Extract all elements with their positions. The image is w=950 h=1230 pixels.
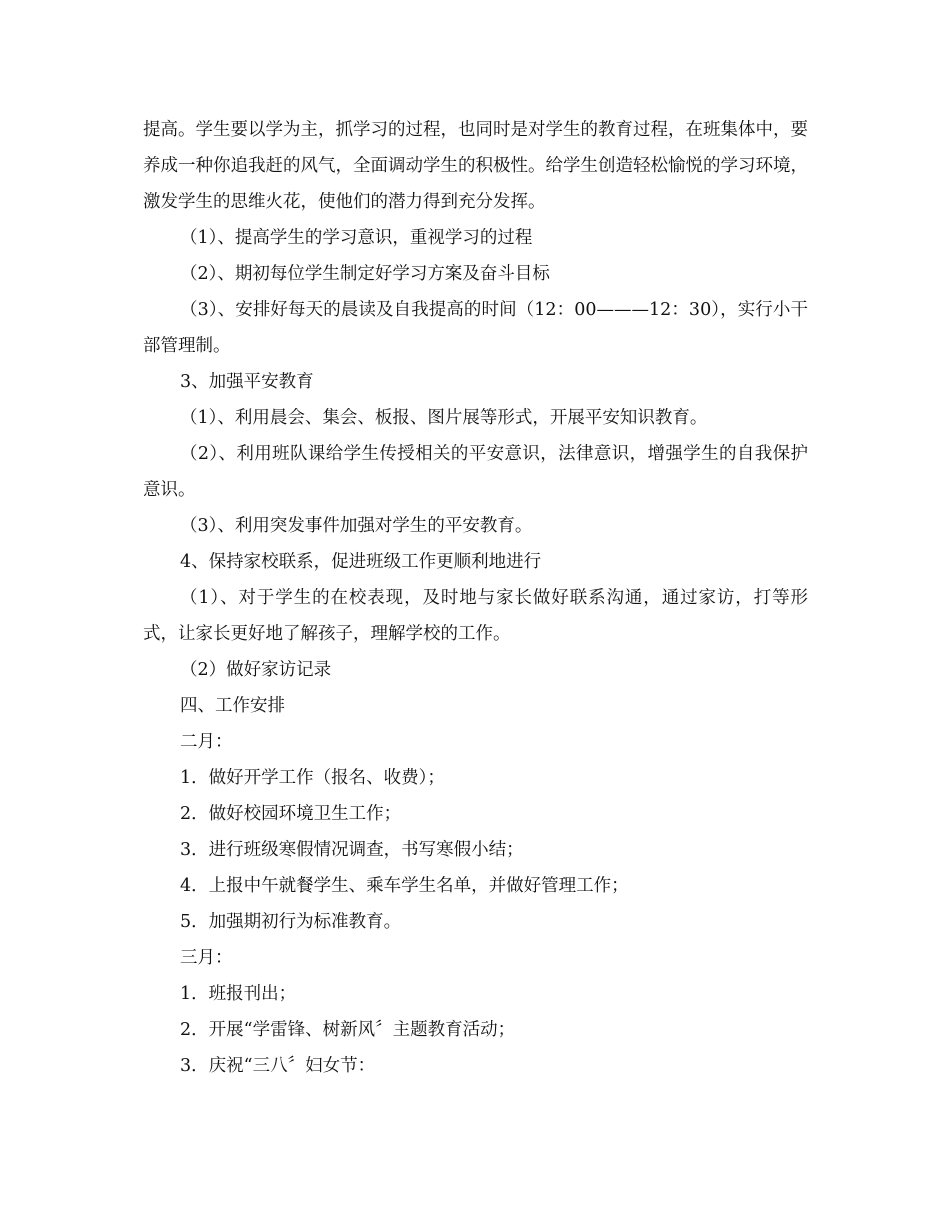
list-item: 3．庆祝“三八〞妇女节： — [180, 1056, 376, 1076]
section-heading: 3、加强平安教育 — [180, 372, 314, 392]
month-heading: 三月： — [180, 948, 233, 968]
list-item: 3．进行班级寒假情况调查，书写寒假小结； — [180, 840, 524, 860]
list-item: 4．上报中午就餐学生、乘车学生名单，并做好管理工作； — [180, 876, 629, 896]
paragraph-study-intro: 提高。学生要以学为主，抓学习的过程，也同时是对学生的教育过程，在班集体中，要养成一种你追我赶的风气，全面调动学生的积极性。给学生创造轻松愉悦的学习环境，激发学生的思维火花，使他们的潜力得到充分发挥。 — [143, 120, 808, 212]
paragraph-item: （1）、对于学生的在校表现，及时地与家长做好联系沟通，通过家访，打等形式，让家长更好地了解孩子，理解学校的工作。 — [143, 588, 808, 644]
list-item: 5．加强期初行为标准教育。 — [180, 912, 402, 932]
section-heading: 四、工作安排 — [180, 696, 285, 716]
paragraph-item: （2）做好家访记录 — [180, 660, 332, 680]
paragraph-item: （2）、期初每位学生制定好学习方案及奋斗目标 — [180, 264, 550, 284]
month-heading: 二月： — [180, 732, 233, 752]
paragraph-item: （3）、安排好每天的晨读及自我提高的时间（12：00———12：30），实行小干部管理制。 — [143, 300, 808, 356]
paragraph-item: （2）、利用班队课给学生传授相关的平安意识，法律意识，增强学生的自我保护意识。 — [143, 444, 808, 500]
list-item: 2．开展“学雷锋、树新风〞主题教育活动； — [180, 1020, 516, 1040]
list-item: 1．做好开学工作（报名、收费）； — [180, 768, 445, 788]
list-item: 2．做好校园环境卫生工作； — [180, 804, 402, 824]
list-item: 1．班报刊出； — [180, 984, 297, 1004]
paragraph-item: （3）、利用突发事件加强对学生的平安教育。 — [180, 516, 533, 536]
paragraph-item: （1）、利用晨会、集会、板报、图片展等形式，开展平安知识教育。 — [180, 408, 708, 428]
document-body — [143, 112, 808, 1084]
paragraph-item: （1）、提高学生的学习意识，重视学习的过程 — [180, 228, 533, 248]
section-heading: 4、保持家校联系，促进班级工作更顺利地进行 — [180, 552, 542, 572]
